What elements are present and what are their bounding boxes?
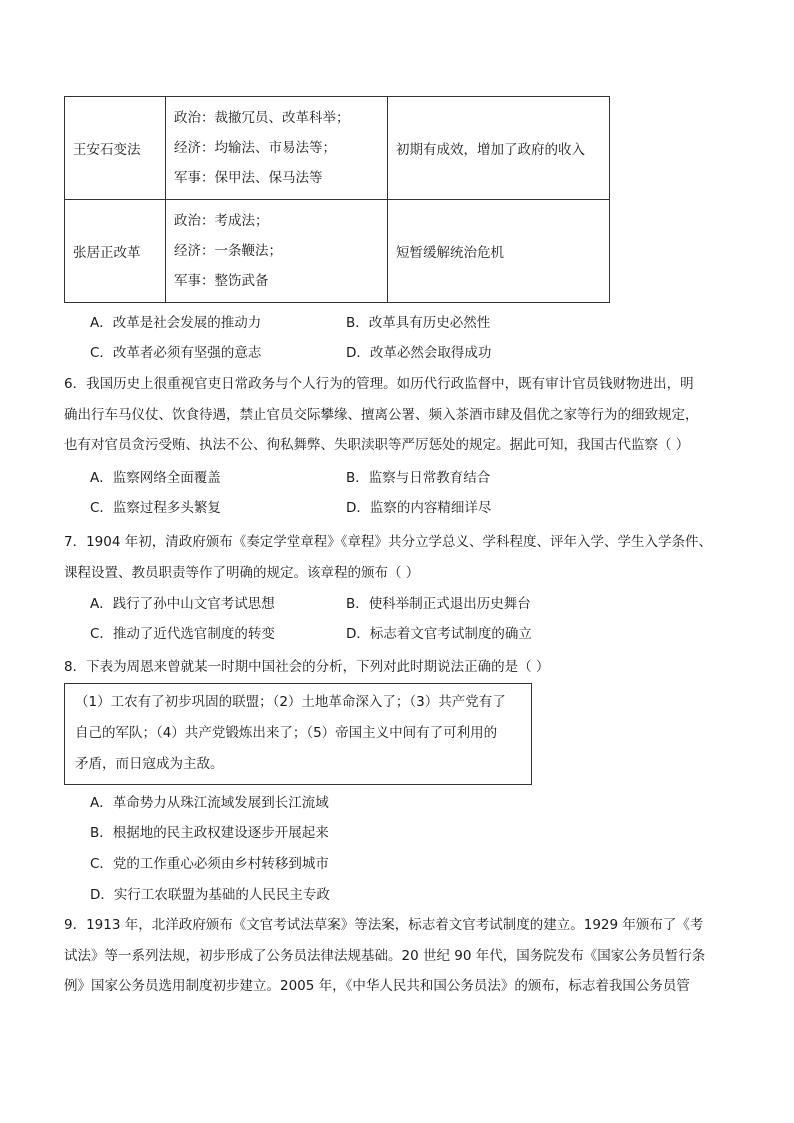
option-a[interactable]: A．践行了孙中山文官考试思想 <box>90 596 275 612</box>
quote-line: （1）工农有了初步巩固的联盟；（2）土地革命深入了；（3）共产党有了 <box>75 694 506 710</box>
option-d[interactable]: D．实行工农联盟为基础的人民民主专政 <box>90 887 330 903</box>
reform-comparison-table <box>64 96 610 303</box>
question-6-stem <box>64 369 730 461</box>
question-8-stem <box>64 652 730 683</box>
measure-line: 军事：整饬武备 <box>174 273 269 289</box>
option-c[interactable]: C．党的工作重心必须由乡村转移到城市 <box>90 856 329 872</box>
stem-line: 6．我国历史上很重视官吏日常政务与个人行为的管理。如历代行政监督中，既有审计官员钱财物进出，明 <box>64 376 694 392</box>
stem-line: 9．1913 年，北洋政府颁布《文官考试法草案》等法案，标志着文官考试制度的建立。1929 年颁布了《考 <box>64 917 704 933</box>
measure-line: 军事：保甲法、保马法等 <box>174 170 323 186</box>
question-9-stem <box>64 910 730 1002</box>
table-row <box>65 97 610 200</box>
option-a[interactable]: A．监察网络全面覆盖 <box>90 470 221 486</box>
quote-line: 矛盾，而日寇成为主敌。 <box>75 756 224 772</box>
q6-options-row-1 <box>90 466 730 490</box>
measure-line: 经济：均输法、市易法等； <box>174 140 336 156</box>
q5-options-row-2 <box>90 341 730 365</box>
q5-options-row-1 <box>90 311 730 335</box>
option-c[interactable]: C．推动了近代选官制度的转变 <box>90 626 275 642</box>
option-b[interactable]: B．监察与日常教育结合 <box>346 470 491 486</box>
stem-line: 也有对官员贪污受贿、执法不公、徇私舞弊、失职渎职等严厉惩处的规定。据此可知，我国古代监察（ ） <box>64 437 690 453</box>
reform-name-cell: 王安石变法 <box>65 97 166 200</box>
option-a[interactable]: A．革命势力从珠江流域发展到长江流域 <box>90 795 329 811</box>
option-b[interactable]: B．使科举制正式退出历史舞台 <box>346 596 531 612</box>
stem-line: 确出行车马仪仗、饮食待遇，禁止官员交际攀缘、擅离公署、频入茶酒市肆及倡优之家等行为的细致规定， <box>64 406 699 423</box>
reform-name-cell: 张居正改革 <box>65 200 166 303</box>
stem-line: 试法》等一系列法规，初步形成了公务员法律法规基础。20 世纪 90 年代，国务院发布《国家公务员暂行条 <box>64 947 706 964</box>
option-c[interactable]: C．改革者必须有坚强的意志 <box>90 345 262 361</box>
q7-options-row-1 <box>90 592 730 616</box>
option-d[interactable]: D．改革必然会取得成功 <box>346 345 492 361</box>
stem-line: 例》国家公务员选用制度初步建立。2005 年，《中华人民共和国公务员法》的颁布，标志着我国公务员管 <box>64 978 690 994</box>
q6-options-row-2 <box>90 496 730 520</box>
table-row <box>65 200 610 303</box>
quote-box <box>64 683 532 785</box>
option-b[interactable]: B．改革具有历史必然性 <box>346 315 491 331</box>
measure-line: 政治：裁撤冗员、改革科举； <box>174 110 350 126</box>
quote-line: 自己的军队；（4）共产党锻炼出来了；（5）帝国主义中间有了可利用的 <box>75 725 498 741</box>
stem-line: 7．1904 年初，清政府颁布《奏定学堂章程》《章程》共分立学总义、学科程度、评年入学、学生入学条件、 <box>64 534 712 550</box>
option-d[interactable]: D．监察的内容精细详尽 <box>346 500 492 516</box>
question-7-stem <box>64 527 730 588</box>
q7-options-row-2 <box>90 622 730 646</box>
reform-effect-cell: 初期有成效，增加了政府的收入 <box>388 97 610 200</box>
option-d[interactable]: D．标志着文官考试制度的确立 <box>346 626 532 642</box>
reform-measures-cell <box>166 97 388 200</box>
option-c[interactable]: C．监察过程多头繁复 <box>90 500 221 516</box>
measure-line: 政治：考成法； <box>174 213 269 229</box>
measure-line: 经济：一条鞭法； <box>174 243 282 259</box>
stem-line: 8．下表为周恩来曾就某一时期中国社会的分析，下列对此时期说法正确的是（ ） <box>64 659 550 675</box>
reform-measures-cell <box>166 200 388 303</box>
stem-line: 课程设置、教员职责等作了明确的规定。该章程的颁布（ ） <box>64 564 420 581</box>
option-a[interactable]: A．改革是社会发展的推动力 <box>90 315 262 331</box>
option-b[interactable]: B．根据地的民主政权建设逐步开展起来 <box>90 825 329 841</box>
reform-effect-cell: 短暂缓解统治危机 <box>388 200 610 303</box>
